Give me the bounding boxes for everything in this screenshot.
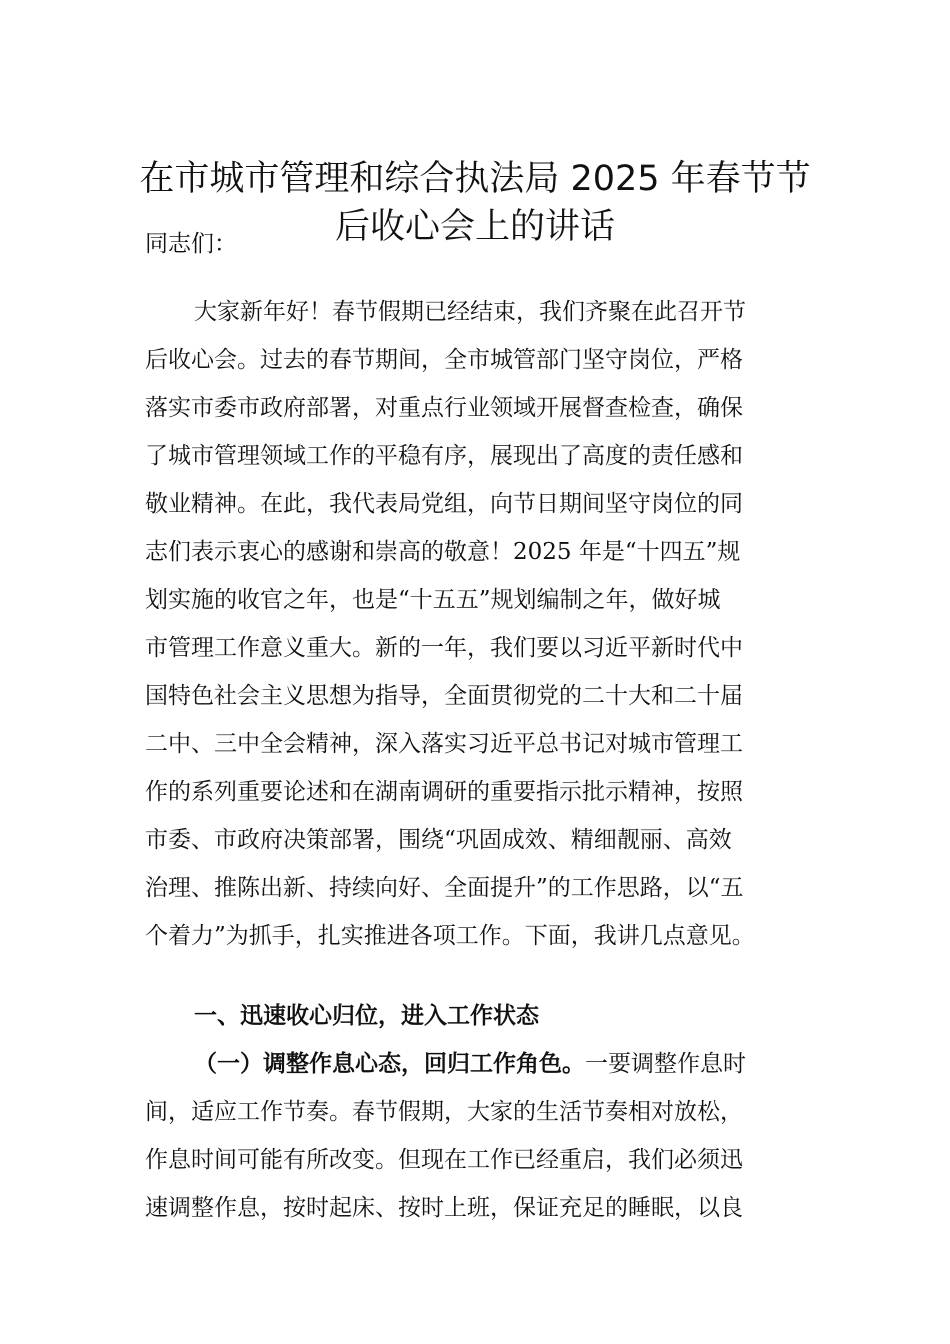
paragraph-line: 作息时间可能有所改变。但现在工作已经重启，我们必须迅 [145, 1147, 743, 1173]
paragraph-text-run: 一要调整作息时 [585, 1051, 746, 1077]
paragraph-line: 大家新年好！春节假期已经结束，我们齐聚在此召开节 [194, 299, 746, 325]
opening-paragraph [145, 288, 810, 960]
paragraph-line: 了城市管理领域工作的平稳有序，展现出了高度的责任感和 [145, 443, 743, 469]
paragraph-line: 速调整作息，按时起床、按时上班，保证充足的睡眠，以良 [145, 1195, 743, 1221]
paragraph-line: 作的系列重要论述和在湖南调研的重要指示批示精神，按照 [145, 779, 743, 805]
paragraph-line: 落实市委市政府部署，对重点行业领域开展督查检查，确保 [145, 395, 743, 421]
paragraph-line: 划实施的收官之年，也是“十五五”规划编制之年，做好城 [145, 587, 721, 613]
salutation: 同志们： [145, 231, 237, 257]
paragraph-line [145, 1040, 810, 1088]
paragraph-line: 后收心会。过去的春节期间，全市城管部门坚守岗位，严格 [145, 347, 743, 373]
paragraph-line: 志们表示衷心的感谢和崇高的敬意！2025 年是“十四五”规 [145, 539, 741, 565]
paragraph-line: 间，适应工作节奏。春节假期，大家的生活节奏相对放松， [145, 1099, 743, 1125]
title-line: 后收心会上的讲话 [334, 207, 615, 248]
paragraph-line: 敬业精神。在此，我代表局党组，向节日期间坚守岗位的同 [145, 491, 743, 517]
title-line: 在市城市管理和综合执法局 2025 年春节节 [139, 159, 811, 200]
section-paragraph [145, 1040, 810, 1232]
paragraph-line: 市管理工作意义重大。新的一年，我们要以习近平新时代中 [145, 635, 743, 661]
paragraph-line: 治理、推陈出新、持续向好、全面提升”的工作思路，以“五 [145, 875, 744, 901]
paragraph-line: 市委、市政府决策部署，围绕“巩固成效、精细靓丽、高效 [145, 827, 732, 853]
paragraph-line: 个着力”为抓手，扎实推进各项工作。下面，我讲几点意见。 [145, 923, 755, 949]
paragraph-line: 国特色社会主义思想为指导，全面贯彻党的二十大和二十届 [145, 683, 743, 709]
paragraph-line: 二中、三中全会精神，深入落实习近平总书记对城市管理工 [145, 731, 743, 757]
section-heading: 一、迅速收心归位，进入工作状态 [194, 1003, 539, 1029]
subheading-run: （一）调整作息心态，回归工作角色。 [194, 1051, 585, 1077]
